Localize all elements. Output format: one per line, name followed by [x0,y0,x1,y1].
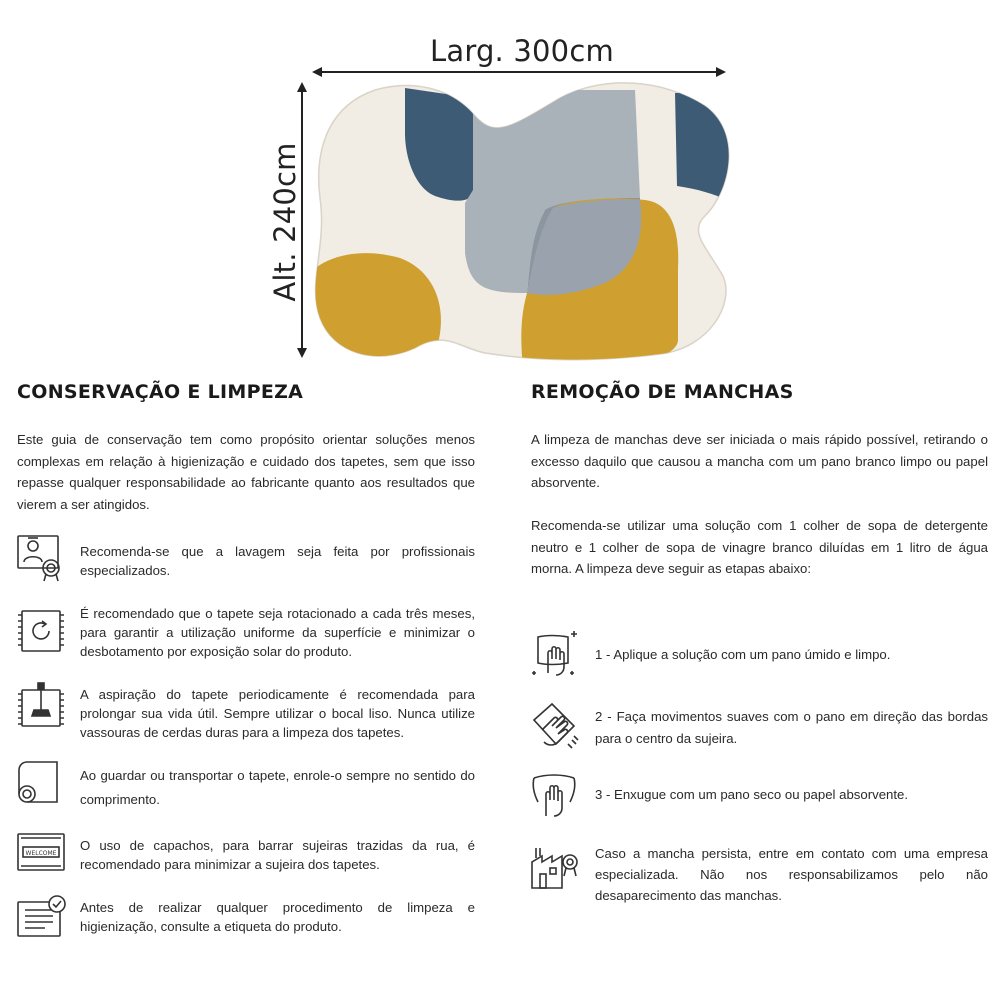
rotate-rug-icon [15,605,67,657]
stains-intro-2: Recomenda-se utilizar uma solução com 1 colher de sopa de detergente neutro e 1 colher de sopa de vinagre branco diluídas em 1 litro de água morna. A limpeza deve seguir as etapas abaixo: [531,518,988,576]
company-certified-icon [528,842,580,894]
professional-certificate-icon [15,530,67,582]
conservation-title: CONSERVAÇÃO E LIMPEZA [17,381,304,403]
welcome-doormat-icon [15,826,67,878]
conservation-item-3: A aspiração do tapete periodicamente é recomendada para prolongar sua vida útil. Sempre utilizar o bocal liso. Nunca utilize vassouras de cerdas duras para a limpeza dos tapetes. [80,687,475,740]
width-label: Larg. 300cm [430,34,614,68]
stains-step-1: 1 - Aplique a solução com um pano úmido e limpo. [595,647,891,662]
stains-step-3: 3 - Enxugue com um pano seco ou papel absorvente. [595,787,909,802]
hand-cloth-sparkle-icon [528,627,580,679]
conservation-item-2: É recomendado que o tapete seja rotacionado a cada três meses, para garantir a utilização uniforme da superfície e minimizar o desbotamento por exposição solar do produto. [80,606,475,659]
rolled-rug-icon [15,756,67,808]
conservation-item-1: Recomenda-se que a lavagem seja feita por profissionais especializados. [80,544,475,578]
checked-label-icon [15,892,67,944]
conservation-item-5: O uso de capachos, para barrar sujeiras trazidas da rua, é recomendado para minimizar a sujeira dos tapetes. [80,838,475,872]
height-label: Alt. 240cm [268,142,302,302]
conservation-intro: Este guia de conservação tem como propósito orientar soluções menos complexas em relação à higienização e cuidado dos tapetes, sem que isso repasse qualquer responsabilidade ao fabricante quanto aos resultados que vierem a ser atingidos. [17,432,475,512]
stains-step-4: Caso a mancha persista, entre em contato com uma empresa especializada. Não nos responsabilizamos pelo não desaparecimento das manchas. [595,846,988,903]
stains-title: REMOÇÃO DE MANCHAS [531,381,794,403]
vacuum-rug-icon [15,680,67,732]
hand-wipe-icon [528,700,580,752]
conservation-item-6: Antes de realizar qualquer procedimento de limpeza e higienização, consulte a etiqueta do produto. [80,900,475,934]
conservation-item-4: Ao guardar ou transportar o tapete, enrole-o sempre no sentido do comprimento. [80,768,475,807]
doormat-word: WELCOME [25,850,57,857]
rug-image [305,78,735,368]
stains-intro-1: A limpeza de manchas deve ser iniciada o mais rápido possível, retirando o excesso daquilo que causou a mancha com um pano branco limpo ou papel absorvente. [531,432,988,490]
stains-step-2: 2 - Faça movimentos suaves com o pano em direção das bordas para o centro da sujeira. [595,709,988,746]
hand-dry-cloth-icon [528,768,580,820]
